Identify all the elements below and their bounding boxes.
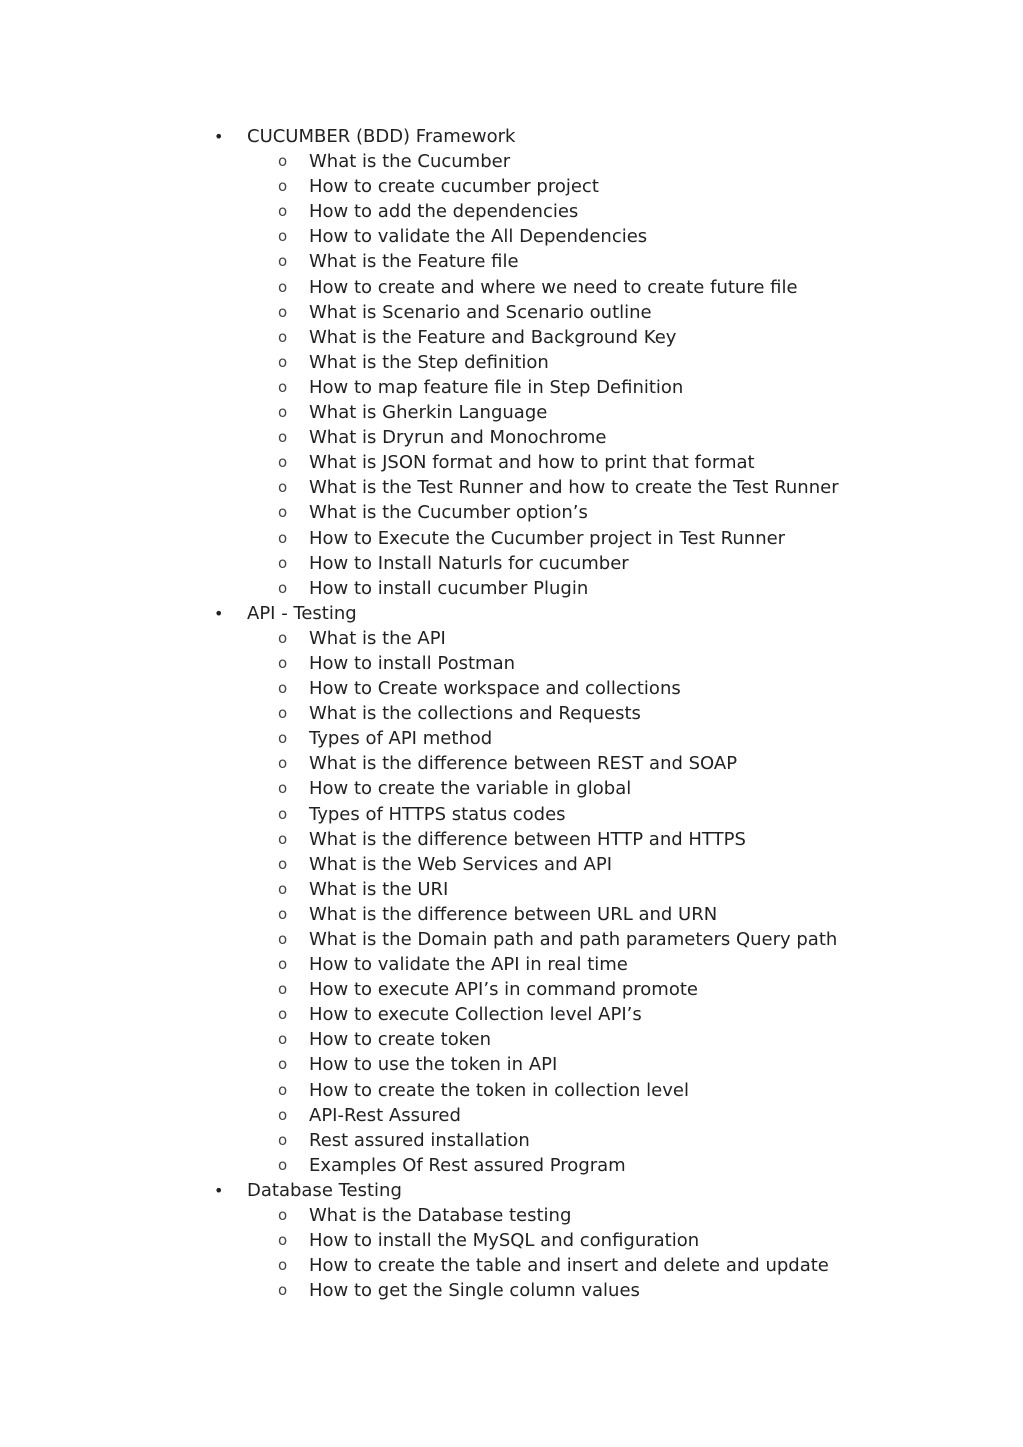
list-item: [0, 500, 1023, 525]
bullet-circle-icon: o: [278, 854, 288, 873]
list-item: [0, 400, 1023, 425]
bullet-circle-icon: o: [278, 377, 288, 396]
bullet-circle-icon: o: [278, 352, 288, 371]
list-item: [0, 726, 1023, 751]
outline-section: [0, 1178, 1023, 1303]
bullet-circle-icon: o: [278, 503, 288, 522]
section-heading-item: [0, 1178, 1023, 1203]
list-item: [0, 300, 1023, 325]
list-item-label: How to Install Naturls for cucumber: [309, 552, 629, 574]
list-item-label: How to Execute the Cucumber project in Test Runner: [309, 527, 786, 549]
list-item: [0, 1153, 1023, 1178]
list-item: [0, 1078, 1023, 1103]
list-item: [0, 450, 1023, 475]
list-item-label: Examples Of Rest assured Program: [309, 1154, 626, 1176]
bullet-circle-icon: o: [278, 1080, 288, 1099]
bullet-circle-icon: o: [278, 152, 288, 171]
list-item: [0, 1278, 1023, 1303]
list-item: [0, 802, 1023, 827]
list-item: [0, 526, 1023, 551]
bullet-circle-icon: o: [278, 553, 288, 572]
list-item: [0, 149, 1023, 174]
list-item: [0, 375, 1023, 400]
list-item-label: What is the Cucumber option’s: [309, 502, 588, 524]
bullet-circle-icon: o: [278, 1030, 288, 1049]
list-item: [0, 551, 1023, 576]
list-item-label: What is the API: [309, 627, 446, 649]
document-page: [0, 124, 1023, 1303]
list-item: [0, 350, 1023, 375]
bullet-circle-icon: o: [278, 653, 288, 672]
list-item-label: How to create the table and insert and delete and update: [309, 1255, 829, 1277]
bullet-disc-icon: •: [214, 603, 224, 623]
list-item-label: How to install cucumber Plugin: [309, 577, 589, 599]
list-item: [0, 1203, 1023, 1228]
list-item: [0, 224, 1023, 249]
list-item: [0, 1052, 1023, 1077]
list-item-label: What is the Database testing: [309, 1205, 572, 1227]
outline-section: [0, 124, 1023, 601]
bullet-circle-icon: o: [278, 277, 288, 296]
list-item-label: What is Scenario and Scenario outline: [309, 301, 652, 323]
bullet-circle-icon: o: [278, 1130, 288, 1149]
list-item-label: What is the Feature file: [309, 251, 519, 273]
list-item-label: What is the Step definition: [309, 351, 549, 373]
outline-section: [0, 601, 1023, 1178]
list-item-label: What is the Feature and Background Key: [309, 326, 677, 348]
bullet-circle-icon: o: [278, 1055, 288, 1074]
bullet-circle-icon: o: [278, 177, 288, 196]
bullet-circle-icon: o: [278, 478, 288, 497]
bullet-circle-icon: o: [278, 252, 288, 271]
bullet-circle-icon: o: [278, 1256, 288, 1275]
bullet-circle-icon: o: [278, 202, 288, 221]
bullet-circle-icon: o: [278, 528, 288, 547]
list-item-label: How to map feature file in Step Definition: [309, 376, 684, 398]
list-item-label: Types of HTTPS status codes: [309, 803, 566, 825]
list-item-label: What is the URI: [309, 878, 449, 900]
section-title: API - Testing: [247, 602, 357, 624]
list-item-label: What is the Test Runner and how to create the Test Runner: [309, 477, 839, 499]
list-item: [0, 199, 1023, 224]
list-item: [0, 1228, 1023, 1253]
section-title: CUCUMBER (BDD) Framework: [247, 126, 516, 147]
list-item-label: What is the Domain path and path parameters Query path: [309, 929, 838, 950]
bullet-circle-icon: o: [278, 628, 288, 647]
bullet-circle-icon: o: [278, 1155, 288, 1174]
list-item-label: How to execute Collection level API’s: [309, 1004, 642, 1026]
bullet-circle-icon: o: [278, 930, 288, 948]
bullet-circle-icon: o: [278, 1231, 288, 1250]
bullet-circle-icon: o: [278, 955, 288, 974]
list-item-label: What is the collections and Requests: [309, 703, 641, 725]
bullet-circle-icon: o: [278, 403, 288, 422]
bullet-circle-icon: o: [278, 302, 288, 321]
list-item-label: How to install Postman: [309, 652, 516, 674]
bullet-circle-icon: o: [278, 804, 288, 823]
list-item: [0, 249, 1023, 274]
bullet-circle-icon: o: [278, 1281, 288, 1300]
list-item-label: How to Create workspace and collections: [309, 678, 681, 700]
list-item-label: Types of API method: [309, 728, 493, 750]
bullet-disc-icon: •: [214, 1180, 224, 1200]
list-item: [0, 927, 1023, 952]
bullet-disc-icon: •: [214, 127, 224, 146]
list-item: [0, 1253, 1023, 1278]
bullet-circle-icon: o: [278, 227, 288, 246]
bullet-circle-icon: o: [278, 1005, 288, 1024]
section-heading-item: [0, 601, 1023, 626]
list-item-label: How to validate the API in real time: [309, 954, 628, 976]
list-item: [0, 576, 1023, 601]
list-item: [0, 776, 1023, 801]
bullet-circle-icon: o: [278, 904, 288, 923]
list-item-label: How to add the dependencies: [309, 201, 579, 223]
list-item: [0, 325, 1023, 350]
list-item-label: Rest assured installation: [309, 1129, 530, 1151]
list-item-label: How to create and where we need to create future file: [309, 276, 798, 298]
bullet-circle-icon: o: [278, 704, 288, 723]
list-item: [0, 852, 1023, 877]
bullet-circle-icon: o: [278, 729, 288, 748]
list-item: [0, 877, 1023, 902]
list-item-label: What is Dryrun and Monochrome: [309, 427, 607, 449]
list-item: [0, 1103, 1023, 1128]
list-item-label: How to use the token in API: [309, 1054, 558, 1076]
bullet-circle-icon: o: [278, 327, 288, 346]
bullet-circle-icon: o: [278, 578, 288, 597]
list-item: [0, 902, 1023, 927]
list-item-label: How to create the token in collection level: [309, 1079, 689, 1101]
list-item: [0, 475, 1023, 500]
list-item: [0, 174, 1023, 199]
list-item-label: API-Rest Assured: [309, 1104, 461, 1126]
list-item: [0, 952, 1023, 977]
bullet-circle-icon: o: [278, 679, 288, 698]
list-item-label: How to get the Single column values: [309, 1280, 640, 1302]
list-item-label: What is the difference between REST and SOAP: [309, 753, 738, 775]
bullet-circle-icon: o: [278, 980, 288, 999]
list-item: [0, 827, 1023, 852]
bullet-circle-icon: o: [278, 829, 288, 848]
bullet-circle-icon: o: [278, 1105, 288, 1124]
list-item-label: How to create token: [309, 1029, 491, 1051]
list-item-label: What is the difference between HTTP and HTTPS: [309, 828, 746, 850]
bullet-circle-icon: o: [278, 879, 288, 898]
bullet-circle-icon: o: [278, 428, 288, 447]
list-item-label: What is the Cucumber: [309, 151, 511, 173]
list-item: [0, 676, 1023, 701]
bullet-circle-icon: o: [278, 754, 288, 773]
list-item-label: How to create the variable in global: [309, 778, 632, 800]
list-item-label: What is the Web Services and API: [309, 853, 613, 875]
list-item: [0, 626, 1023, 651]
list-item: [0, 701, 1023, 726]
list-item: [0, 275, 1023, 300]
list-item-label: How to install the MySQL and configuration: [309, 1230, 700, 1252]
list-item-label: How to create cucumber project: [309, 176, 599, 198]
list-item: [0, 425, 1023, 450]
section-heading-item: [0, 124, 1023, 149]
bullet-circle-icon: o: [278, 453, 288, 472]
list-item: [0, 651, 1023, 676]
bullet-circle-icon: o: [278, 1206, 288, 1225]
list-item-label: How to validate the All Dependencies: [309, 226, 648, 248]
list-item: [0, 1002, 1023, 1027]
list-item-label: What is Gherkin Language: [309, 402, 548, 424]
list-item: [0, 977, 1023, 1002]
list-item-label: What is the difference between URL and URN: [309, 903, 718, 925]
list-item-label: How to execute API’s in command promote: [309, 979, 698, 1001]
list-item: [0, 1128, 1023, 1153]
list-item: [0, 751, 1023, 776]
list-item-label: What is JSON format and how to print that format: [309, 452, 755, 474]
list-item: [0, 1027, 1023, 1052]
bullet-circle-icon: o: [278, 779, 288, 798]
section-title: Database Testing: [247, 1179, 402, 1201]
